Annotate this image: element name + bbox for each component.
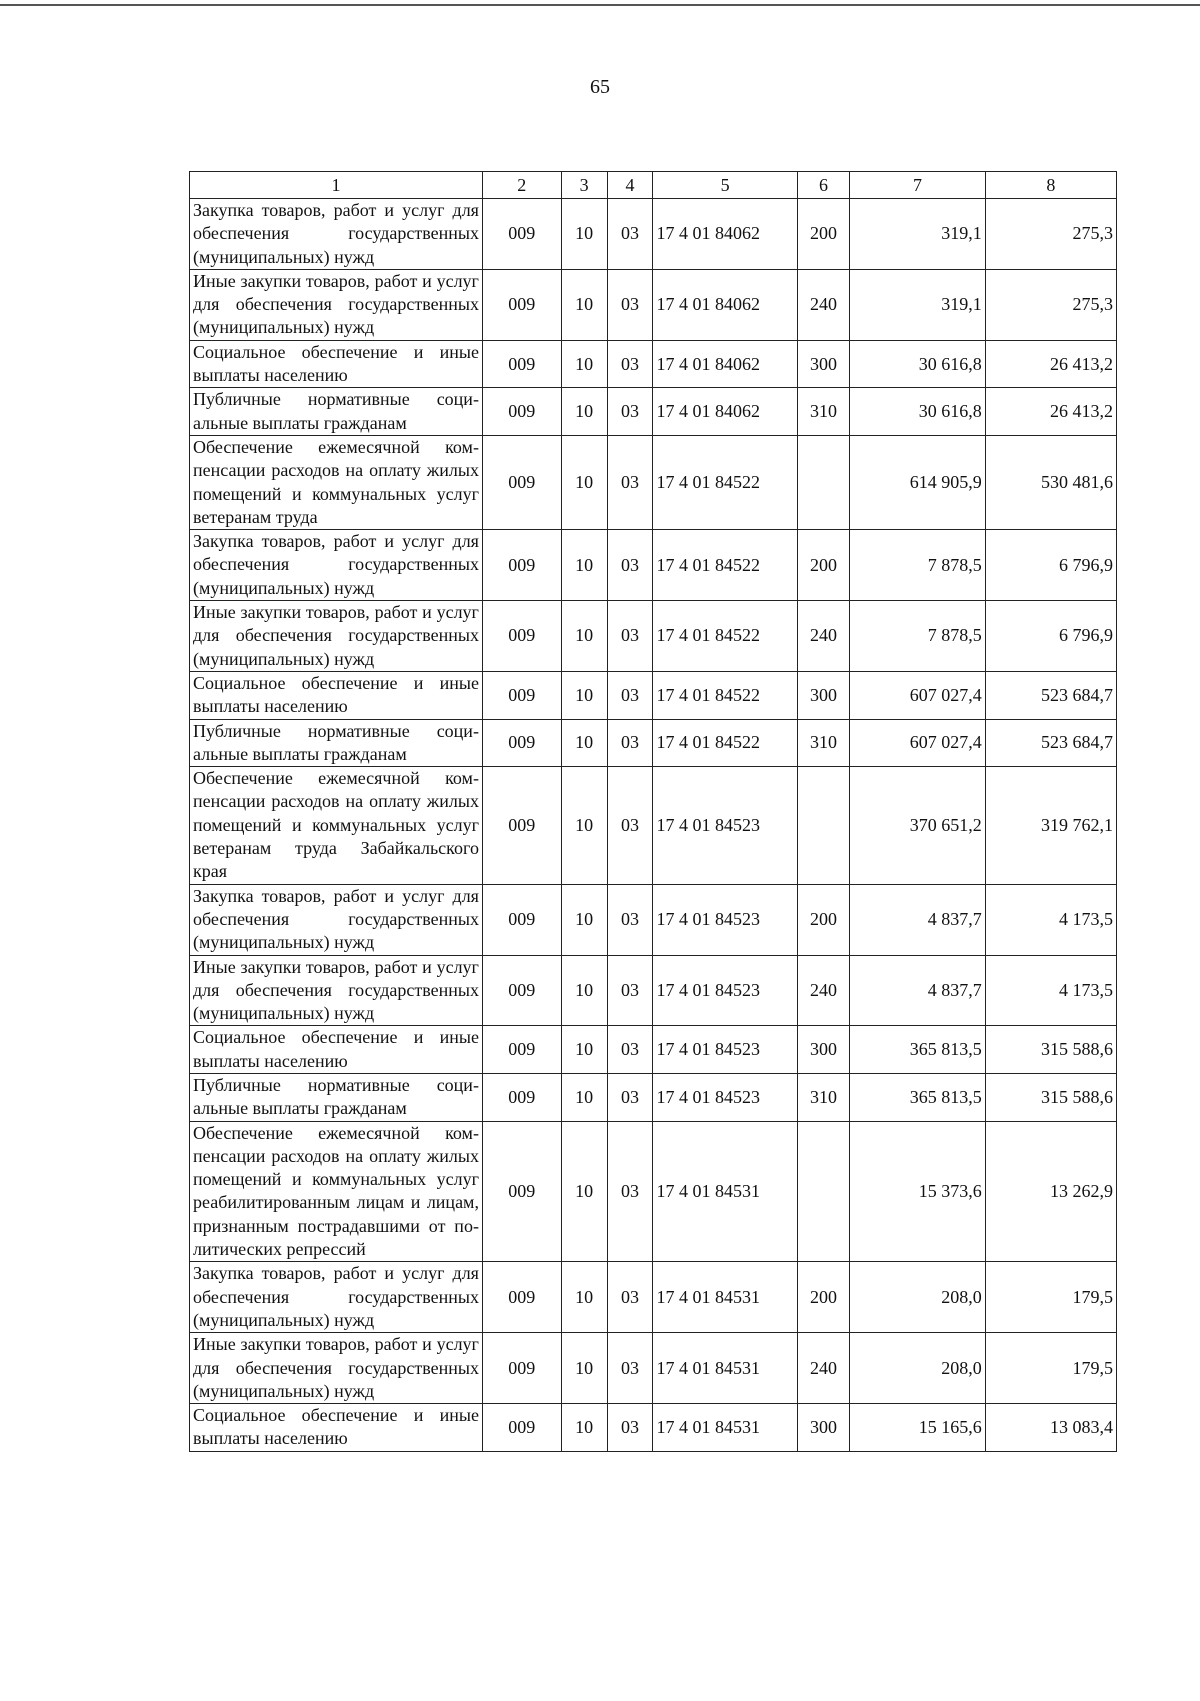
cell-section: 10 xyxy=(561,1121,607,1262)
cell-subsection: 03 xyxy=(607,719,653,767)
table-row xyxy=(190,719,1117,767)
table-row xyxy=(190,388,1117,436)
cell-section: 10 xyxy=(561,269,607,340)
table-row xyxy=(190,199,1117,270)
cell-description: Социальное обеспечение и иные выплаты населению xyxy=(190,1404,483,1452)
cell-amount-col7: 7 878,5 xyxy=(850,530,986,601)
cell-target-article: 17 4 01 84531 xyxy=(653,1333,797,1404)
cell-amount-col8: 319 762,1 xyxy=(985,767,1116,884)
cell-subsection: 03 xyxy=(607,435,653,529)
cell-section: 10 xyxy=(561,530,607,601)
cell-expense-type: 240 xyxy=(797,955,849,1026)
table-row xyxy=(190,884,1117,955)
cell-amount-col7: 607 027,4 xyxy=(850,719,986,767)
cell-amount-col8: 4 173,5 xyxy=(985,884,1116,955)
cell-section: 10 xyxy=(561,1073,607,1121)
cell-ministry-code: 009 xyxy=(482,955,561,1026)
cell-expense-type: 300 xyxy=(797,1404,849,1452)
cell-description: Иные закупки товаров, работ и услуг для обеспечения государственных (муниципальных) нужд xyxy=(190,1333,483,1404)
cell-ministry-code: 009 xyxy=(482,1073,561,1121)
cell-description: Иные закупки товаров, работ и услуг для обеспечения государственных (муниципальных) нужд xyxy=(190,955,483,1026)
column-header: 7 xyxy=(850,172,986,199)
cell-target-article: 17 4 01 84062 xyxy=(653,269,797,340)
cell-description: Иные закупки товаров, работ и услуг для обеспечения государственных (муниципальных) нужд xyxy=(190,269,483,340)
cell-amount-col8: 4 173,5 xyxy=(985,955,1116,1026)
cell-expense-type: 240 xyxy=(797,269,849,340)
cell-ministry-code: 009 xyxy=(482,1026,561,1074)
cell-amount-col8: 315 588,6 xyxy=(985,1026,1116,1074)
cell-section: 10 xyxy=(561,340,607,388)
table-row xyxy=(190,530,1117,601)
cell-expense-type xyxy=(797,767,849,884)
cell-section: 10 xyxy=(561,955,607,1026)
table-row xyxy=(190,1121,1117,1262)
table-row xyxy=(190,340,1117,388)
cell-description: Публичные нормативные социальные выплаты гражданам xyxy=(190,388,483,436)
column-header: 2 xyxy=(482,172,561,199)
cell-description: Социальное обеспечение и иные выплаты населению xyxy=(190,340,483,388)
table-row xyxy=(190,435,1117,529)
cell-amount-col7: 365 813,5 xyxy=(850,1026,986,1074)
table-row xyxy=(190,955,1117,1026)
cell-description: Закупка товаров, работ и услуг для обеспечения государственных (муниципальных) нужд xyxy=(190,199,483,270)
cell-target-article: 17 4 01 84523 xyxy=(653,767,797,884)
cell-expense-type: 240 xyxy=(797,1333,849,1404)
column-header: 8 xyxy=(985,172,1116,199)
cell-target-article: 17 4 01 84062 xyxy=(653,388,797,436)
cell-subsection: 03 xyxy=(607,1333,653,1404)
column-header: 6 xyxy=(797,172,849,199)
cell-subsection: 03 xyxy=(607,1073,653,1121)
cell-expense-type: 310 xyxy=(797,388,849,436)
cell-target-article: 17 4 01 84522 xyxy=(653,530,797,601)
table-row xyxy=(190,1262,1117,1333)
cell-amount-col7: 15 165,6 xyxy=(850,1404,986,1452)
cell-expense-type xyxy=(797,1121,849,1262)
cell-target-article: 17 4 01 84523 xyxy=(653,1073,797,1121)
cell-amount-col8: 179,5 xyxy=(985,1262,1116,1333)
cell-ministry-code: 009 xyxy=(482,340,561,388)
cell-amount-col7: 15 373,6 xyxy=(850,1121,986,1262)
cell-section: 10 xyxy=(561,1262,607,1333)
cell-ministry-code: 009 xyxy=(482,388,561,436)
cell-target-article: 17 4 01 84062 xyxy=(653,199,797,270)
page-number: 65 xyxy=(590,76,610,98)
cell-amount-col8: 523 684,7 xyxy=(985,671,1116,719)
cell-expense-type: 240 xyxy=(797,601,849,672)
cell-subsection: 03 xyxy=(607,199,653,270)
cell-description: Обеспечение ежемесячной компенсации расходов на оплату жилых помещений и коммунальных услуг реабилитированным лицам и лицам, признанным пострадавшими от политических репрессий xyxy=(190,1121,483,1262)
cell-subsection: 03 xyxy=(607,388,653,436)
cell-ministry-code: 009 xyxy=(482,269,561,340)
cell-amount-col7: 319,1 xyxy=(850,269,986,340)
cell-amount-col8: 6 796,9 xyxy=(985,601,1116,672)
cell-amount-col8: 13 262,9 xyxy=(985,1121,1116,1262)
cell-expense-type: 310 xyxy=(797,1073,849,1121)
cell-amount-col7: 208,0 xyxy=(850,1333,986,1404)
cell-ministry-code: 009 xyxy=(482,530,561,601)
cell-amount-col7: 4 837,7 xyxy=(850,884,986,955)
cell-amount-col8: 315 588,6 xyxy=(985,1073,1116,1121)
cell-amount-col7: 319,1 xyxy=(850,199,986,270)
cell-target-article: 17 4 01 84062 xyxy=(653,340,797,388)
cell-subsection: 03 xyxy=(607,269,653,340)
column-header: 4 xyxy=(607,172,653,199)
cell-expense-type: 200 xyxy=(797,884,849,955)
cell-section: 10 xyxy=(561,767,607,884)
cell-description: Закупка товаров, работ и услуг для обеспечения государственных (муниципальных) нужд xyxy=(190,1262,483,1333)
cell-section: 10 xyxy=(561,199,607,270)
cell-ministry-code: 009 xyxy=(482,767,561,884)
cell-description: Публичные нормативные социальные выплаты гражданам xyxy=(190,1073,483,1121)
table-row xyxy=(190,1333,1117,1404)
cell-target-article: 17 4 01 84531 xyxy=(653,1121,797,1262)
cell-ministry-code: 009 xyxy=(482,1262,561,1333)
cell-subsection: 03 xyxy=(607,601,653,672)
cell-subsection: 03 xyxy=(607,530,653,601)
cell-description: Обеспечение ежемесячной компенсации расходов на оплату жилых помещений и коммунальных услуг ветеранам труда xyxy=(190,435,483,529)
cell-target-article: 17 4 01 84523 xyxy=(653,884,797,955)
cell-expense-type xyxy=(797,435,849,529)
cell-amount-col8: 530 481,6 xyxy=(985,435,1116,529)
cell-target-article: 17 4 01 84522 xyxy=(653,601,797,672)
cell-section: 10 xyxy=(561,388,607,436)
cell-expense-type: 310 xyxy=(797,719,849,767)
column-header: 5 xyxy=(653,172,797,199)
cell-amount-col8: 275,3 xyxy=(985,199,1116,270)
cell-ministry-code: 009 xyxy=(482,1333,561,1404)
table-body xyxy=(190,199,1117,1452)
top-border-line xyxy=(0,4,1200,6)
table-row xyxy=(190,671,1117,719)
cell-subsection: 03 xyxy=(607,955,653,1026)
table-row xyxy=(190,1404,1117,1452)
cell-section: 10 xyxy=(561,719,607,767)
cell-amount-col8: 13 083,4 xyxy=(985,1404,1116,1452)
cell-expense-type: 200 xyxy=(797,530,849,601)
table-header-row xyxy=(190,172,1117,199)
cell-amount-col7: 208,0 xyxy=(850,1262,986,1333)
cell-section: 10 xyxy=(561,884,607,955)
cell-amount-col7: 30 616,8 xyxy=(850,340,986,388)
cell-target-article: 17 4 01 84523 xyxy=(653,1026,797,1074)
cell-section: 10 xyxy=(561,601,607,672)
cell-subsection: 03 xyxy=(607,767,653,884)
cell-amount-col7: 4 837,7 xyxy=(850,955,986,1026)
cell-amount-col8: 26 413,2 xyxy=(985,388,1116,436)
cell-amount-col7: 370 651,2 xyxy=(850,767,986,884)
cell-description: Социальное обеспечение и иные выплаты населению xyxy=(190,1026,483,1074)
table-row xyxy=(190,1026,1117,1074)
cell-subsection: 03 xyxy=(607,1121,653,1262)
cell-subsection: 03 xyxy=(607,340,653,388)
cell-subsection: 03 xyxy=(607,671,653,719)
cell-ministry-code: 009 xyxy=(482,671,561,719)
cell-ministry-code: 009 xyxy=(482,719,561,767)
cell-amount-col8: 179,5 xyxy=(985,1333,1116,1404)
cell-section: 10 xyxy=(561,1333,607,1404)
cell-section: 10 xyxy=(561,1404,607,1452)
cell-target-article: 17 4 01 84522 xyxy=(653,435,797,529)
cell-subsection: 03 xyxy=(607,884,653,955)
cell-ministry-code: 009 xyxy=(482,1121,561,1262)
cell-section: 10 xyxy=(561,671,607,719)
cell-expense-type: 200 xyxy=(797,1262,849,1333)
cell-amount-col7: 7 878,5 xyxy=(850,601,986,672)
column-header: 3 xyxy=(561,172,607,199)
cell-subsection: 03 xyxy=(607,1026,653,1074)
cell-expense-type: 300 xyxy=(797,340,849,388)
cell-expense-type: 300 xyxy=(797,671,849,719)
cell-target-article: 17 4 01 84531 xyxy=(653,1262,797,1333)
cell-target-article: 17 4 01 84522 xyxy=(653,671,797,719)
cell-ministry-code: 009 xyxy=(482,884,561,955)
cell-amount-col8: 26 413,2 xyxy=(985,340,1116,388)
cell-section: 10 xyxy=(561,1026,607,1074)
cell-amount-col7: 607 027,4 xyxy=(850,671,986,719)
table-row xyxy=(190,601,1117,672)
cell-target-article: 17 4 01 84523 xyxy=(653,955,797,1026)
cell-amount-col7: 30 616,8 xyxy=(850,388,986,436)
cell-amount-col8: 523 684,7 xyxy=(985,719,1116,767)
cell-expense-type: 200 xyxy=(797,199,849,270)
cell-amount-col7: 365 813,5 xyxy=(850,1073,986,1121)
cell-amount-col7: 614 905,9 xyxy=(850,435,986,529)
cell-ministry-code: 009 xyxy=(482,1404,561,1452)
budget-table xyxy=(189,171,1117,1452)
cell-target-article: 17 4 01 84522 xyxy=(653,719,797,767)
cell-ministry-code: 009 xyxy=(482,435,561,529)
table-row xyxy=(190,1073,1117,1121)
cell-description: Закупка товаров, работ и услуг для обеспечения государственных (муниципальных) нужд xyxy=(190,530,483,601)
cell-description: Обеспечение ежемесячной компенсации расходов на оплату жилых помещений и коммунальных услуг ветеранам труда Забайкальского края xyxy=(190,767,483,884)
cell-description: Иные закупки товаров, работ и услуг для обеспечения государственных (муниципальных) нужд xyxy=(190,601,483,672)
cell-description: Закупка товаров, работ и услуг для обеспечения государственных (муниципальных) нужд xyxy=(190,884,483,955)
cell-target-article: 17 4 01 84531 xyxy=(653,1404,797,1452)
table-row xyxy=(190,767,1117,884)
table-row xyxy=(190,269,1117,340)
cell-ministry-code: 009 xyxy=(482,199,561,270)
cell-amount-col8: 6 796,9 xyxy=(985,530,1116,601)
cell-subsection: 03 xyxy=(607,1262,653,1333)
cell-description: Публичные нормативные социальные выплаты гражданам xyxy=(190,719,483,767)
cell-ministry-code: 009 xyxy=(482,601,561,672)
cell-description: Социальное обеспечение и иные выплаты населению xyxy=(190,671,483,719)
cell-amount-col8: 275,3 xyxy=(985,269,1116,340)
cell-subsection: 03 xyxy=(607,1404,653,1452)
cell-section: 10 xyxy=(561,435,607,529)
column-header: 1 xyxy=(190,172,483,199)
cell-expense-type: 300 xyxy=(797,1026,849,1074)
